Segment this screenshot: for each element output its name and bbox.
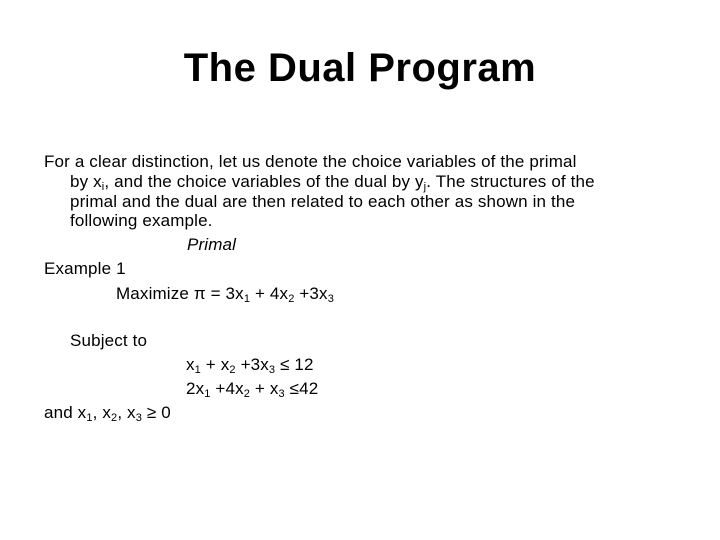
objective-mid-1: + 4x — [250, 284, 289, 303]
intro-line-2-b: , and the choice variables of the dual by y — [104, 172, 424, 191]
example-label: Example 1 — [44, 259, 126, 278]
non-negativity-sub-2: 2 — [111, 412, 118, 424]
non-negativity-sub-1: 1 — [86, 412, 93, 424]
constraint-1-c: +3x — [235, 355, 269, 374]
intro-line-2-c: . The structures of the — [426, 172, 595, 191]
objective-sub-2: 2 — [288, 293, 295, 305]
constraint-1-a: x — [186, 355, 195, 374]
constraint-2-sub-2: 2 — [243, 388, 251, 400]
non-negativity-b: , x — [92, 403, 112, 422]
subscript-j: j — [423, 181, 427, 193]
non-negativity-sub-3: 3 — [135, 412, 142, 424]
subject-to-label: Subject to — [70, 331, 148, 350]
intro-line-2-a: by x — [70, 172, 102, 191]
objective-sub-3: 3 — [327, 293, 334, 305]
non-negativity-a: and x — [44, 403, 87, 422]
constraint-2-sub-3: 3 — [278, 388, 285, 400]
intro-line-3: primal and the dual are then related to each other as shown in the — [70, 192, 576, 211]
constraint-2 — [186, 379, 318, 399]
constraint-2-d: ≤42 — [284, 379, 319, 398]
constraint-2-a: 2x — [186, 379, 205, 398]
non-negativity-c: , x — [117, 403, 136, 422]
constraint-1 — [186, 355, 314, 375]
objective-sub-1: 1 — [243, 293, 251, 305]
constraint-1-sub-1: 1 — [194, 364, 201, 376]
subscript-i: i — [101, 181, 105, 193]
constraint-1-sub-2: 2 — [229, 364, 236, 376]
constraint-1-d: ≤ 12 — [275, 355, 314, 374]
constraint-2-c: + x — [250, 379, 279, 398]
constraint-1-b: + x — [200, 355, 230, 374]
constraint-1-sub-3: 3 — [268, 364, 276, 376]
constraint-2-b: +4x — [210, 379, 244, 398]
slide-title: The Dual Program — [183, 46, 537, 90]
primal-label: Primal — [187, 235, 237, 254]
non-negativity-d: ≥ 0 — [142, 403, 171, 422]
intro-line-2 — [70, 172, 595, 192]
intro-line-4: following example. — [70, 211, 213, 230]
objective-prefix: Maximize π = 3x — [116, 284, 244, 303]
objective-function — [116, 284, 334, 304]
intro-line-1: For a clear distinction, let us denote the choice variables of the primal — [44, 152, 577, 171]
constraint-2-sub-1: 1 — [204, 388, 211, 400]
non-negativity — [44, 403, 171, 423]
objective-mid-2: +3x — [294, 284, 328, 303]
